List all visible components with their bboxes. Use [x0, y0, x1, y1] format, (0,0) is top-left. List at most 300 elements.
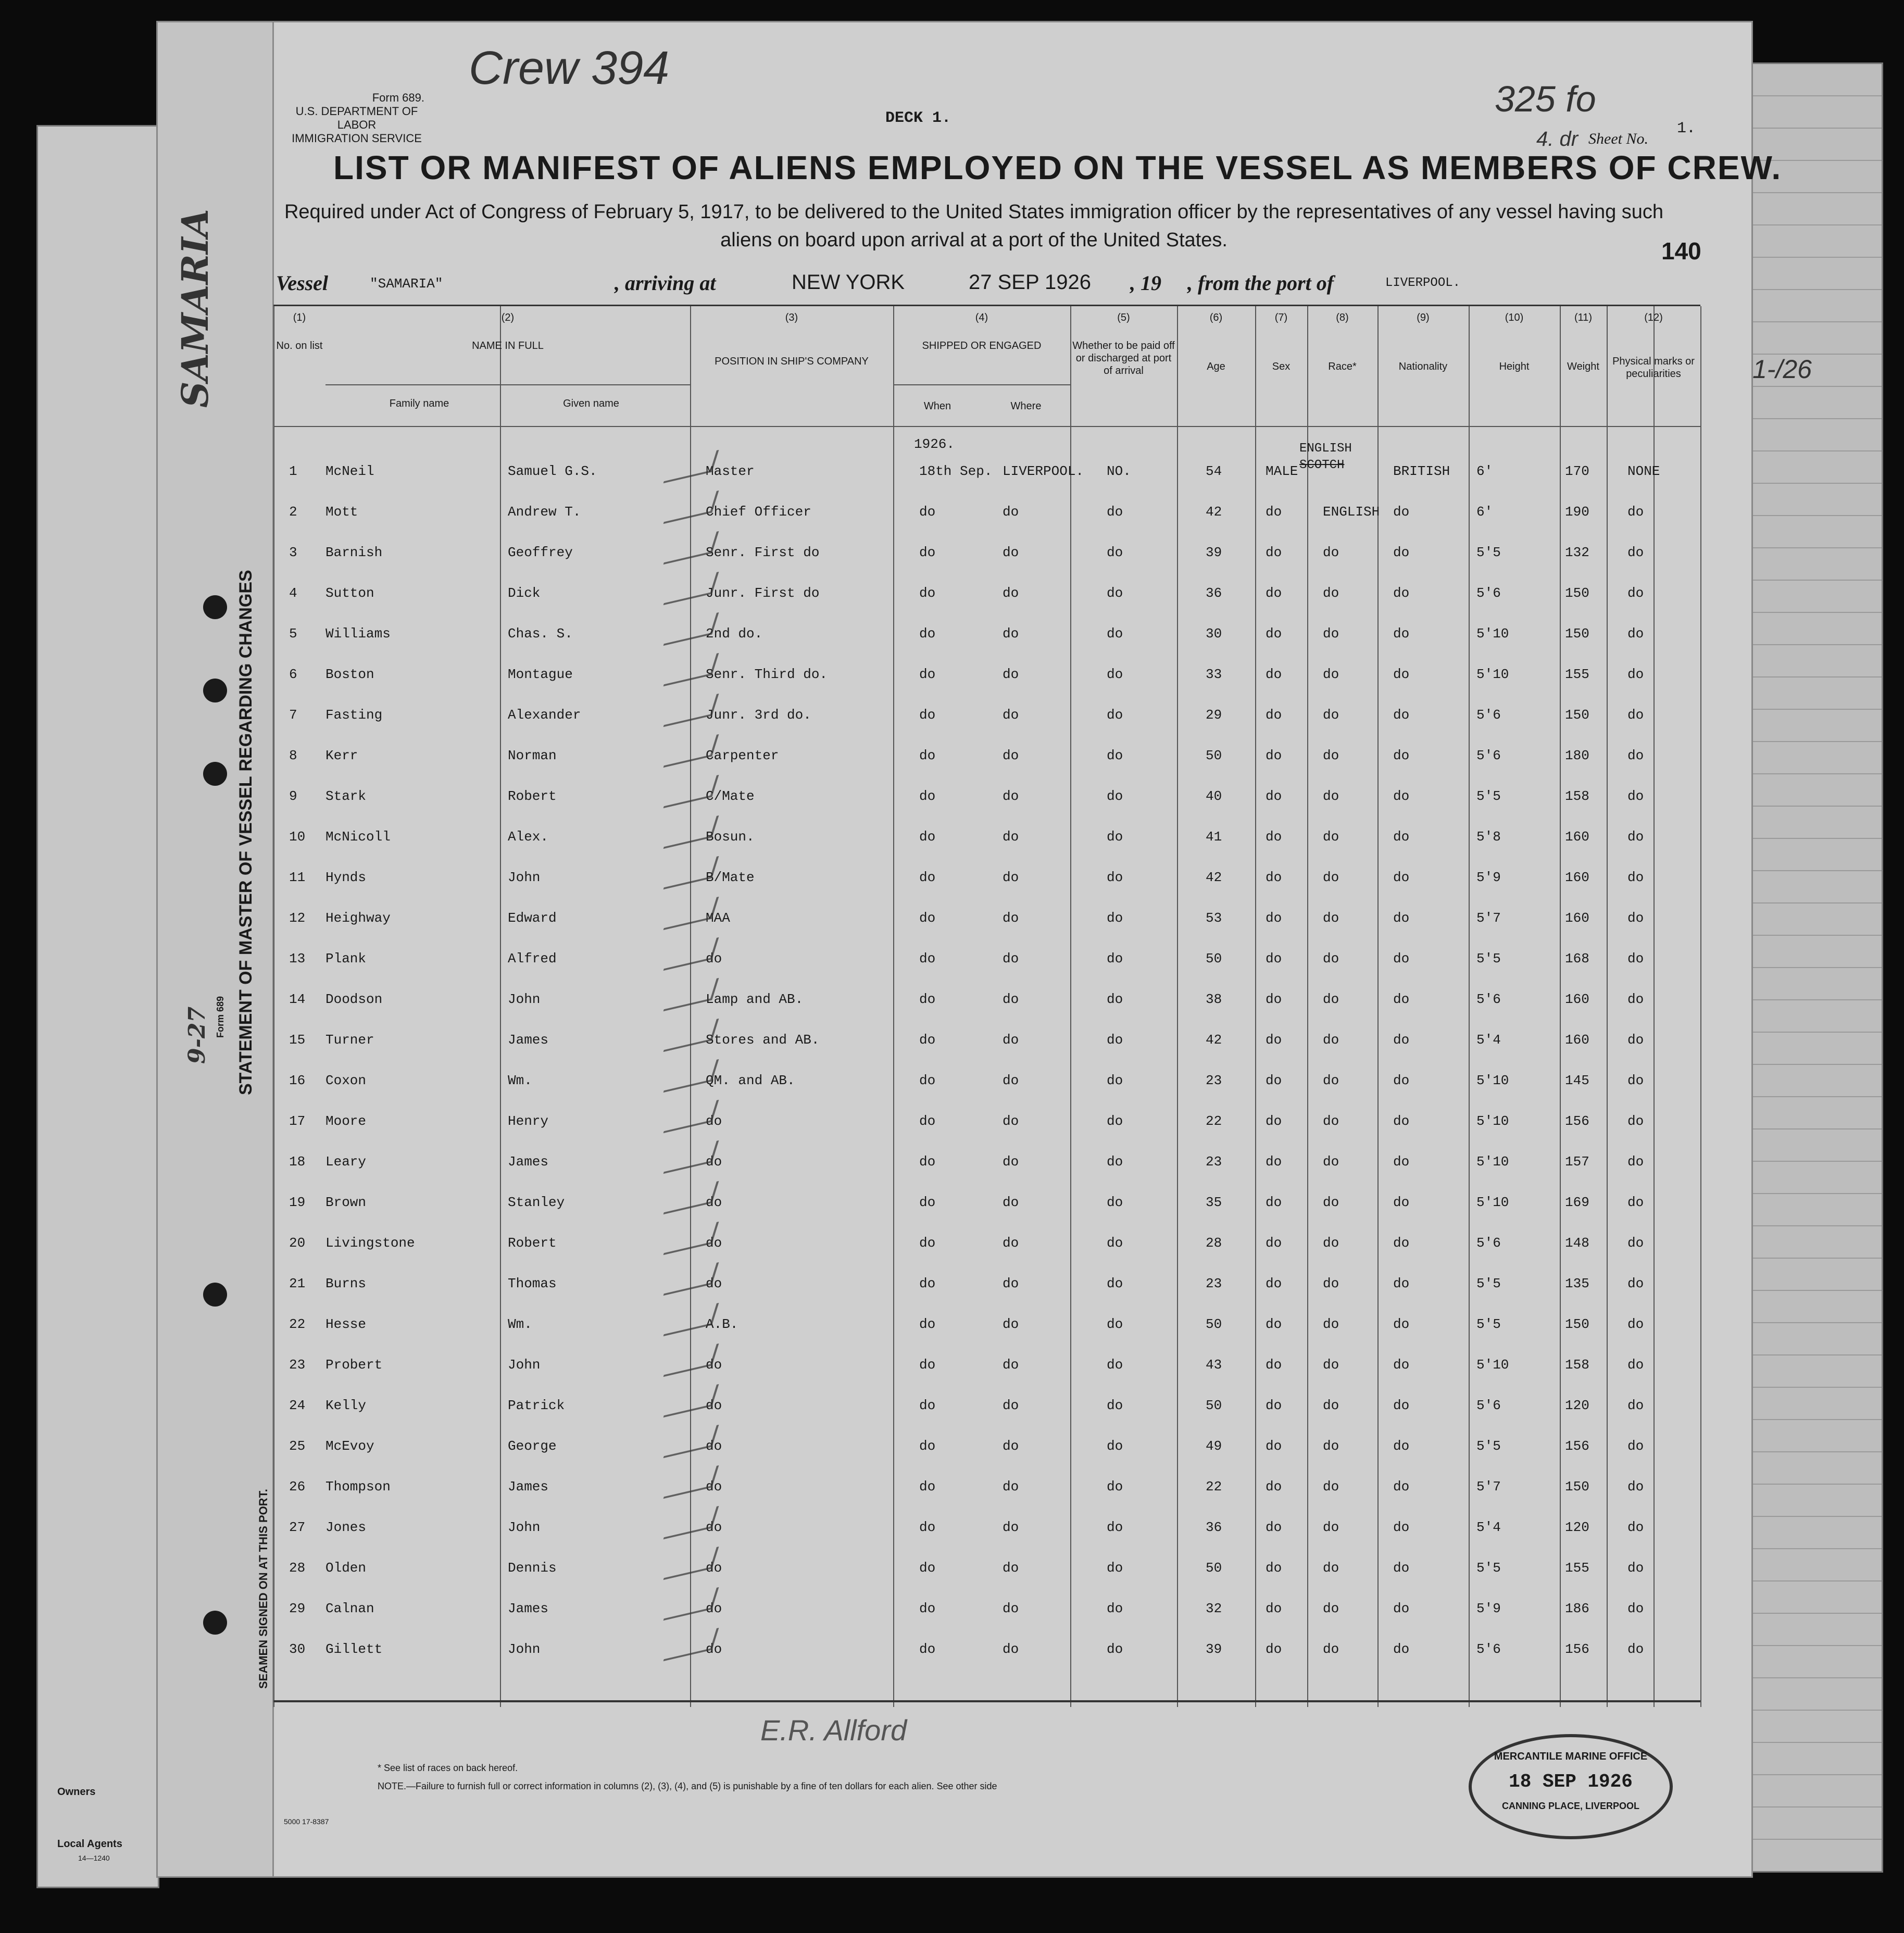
cell-age: 50 — [1206, 951, 1222, 967]
cell-nationality: do — [1393, 1357, 1410, 1373]
cell-age: 30 — [1206, 626, 1222, 642]
table-row — [273, 452, 1700, 493]
cell-shipped-where: do — [1003, 504, 1019, 520]
table-row — [273, 1508, 1700, 1549]
cell-shipped-when: do — [919, 1032, 936, 1048]
cell-age: 50 — [1206, 748, 1222, 763]
cell-shipped-when: do — [919, 870, 936, 885]
cell-physical-marks: do — [1627, 1032, 1644, 1048]
cell-sex: do — [1266, 1479, 1282, 1495]
cell-weight: 150 — [1565, 1479, 1589, 1495]
table-row — [273, 1264, 1700, 1305]
cell-weight: 158 — [1565, 788, 1589, 804]
cell-paid-off: do — [1107, 1073, 1123, 1088]
cell-position: Junr. First do — [706, 585, 820, 601]
cell-nationality: do — [1393, 626, 1410, 642]
cell-physical-marks: do — [1627, 829, 1644, 845]
col-1-header: (1) No. on list — [276, 312, 323, 352]
cell-family-name: Stark — [325, 788, 367, 804]
cell-paid-off: do — [1107, 545, 1123, 560]
cell-height: 5'6 — [1476, 1235, 1501, 1251]
cell-position: do — [706, 1357, 722, 1373]
cell-position: do — [706, 951, 722, 967]
cell-sex: do — [1266, 626, 1282, 642]
cell-shipped-when: do — [919, 788, 936, 804]
cell-shipped-where: do — [1003, 1520, 1019, 1535]
cell-race: do — [1323, 991, 1339, 1007]
cell-paid-off: do — [1107, 1601, 1123, 1616]
cell-nationality: do — [1393, 1316, 1410, 1332]
form-subtitle: Required under Act of Congress of February 5, 1917, to be delivered to the United States immigration officer by the representatives of any vessel having such aliens on board upon arrival at a port of the United States. — [284, 201, 1664, 251]
cell-height: 5'4 — [1476, 1520, 1501, 1535]
cell-shipped-where: do — [1003, 1195, 1019, 1210]
cell-given-name: James — [508, 1154, 549, 1170]
cell-nationality: BRITISH — [1393, 463, 1450, 479]
cell-physical-marks: do — [1627, 667, 1644, 682]
table-row — [273, 777, 1700, 818]
cell-physical-marks: do — [1627, 991, 1644, 1007]
cell-shipped-when: do — [919, 951, 936, 967]
col-12-header: (12) Physical marks or peculiarities — [1612, 312, 1695, 380]
cell-height: 5'5 — [1476, 951, 1501, 967]
cell-nationality: do — [1393, 748, 1410, 763]
cell-age: 43 — [1206, 1357, 1222, 1373]
deck-label: DECK 1. — [885, 109, 951, 127]
cell-family-name: Williams — [325, 626, 391, 642]
cell-age: 42 — [1206, 870, 1222, 885]
cell-shipped-where: do — [1003, 667, 1019, 682]
cell-position: 2nd do. — [706, 626, 763, 642]
cell-given-name: John — [508, 1357, 541, 1373]
cell-position: Junr. 3rd do. — [706, 707, 811, 723]
race-english: ENGLISH — [1299, 442, 1352, 456]
cell-position: do — [706, 1113, 722, 1129]
cell-age: 49 — [1206, 1438, 1222, 1454]
vessel-name: "SAMARIA" — [370, 276, 443, 292]
cell-shipped-when: do — [919, 829, 936, 845]
cell-nationality: do — [1393, 707, 1410, 723]
cell-row-number: 13 — [289, 951, 306, 967]
cell-height: 5'5 — [1476, 545, 1501, 560]
cell-age: 50 — [1206, 1316, 1222, 1332]
cell-sex: do — [1266, 1601, 1282, 1616]
table-row — [273, 736, 1700, 777]
cell-age: 22 — [1206, 1479, 1222, 1495]
cell-weight: 190 — [1565, 504, 1589, 520]
cell-position: do — [706, 1154, 722, 1170]
cell-shipped-when: do — [919, 1316, 936, 1332]
cell-weight: 120 — [1565, 1398, 1589, 1413]
cell-row-number: 11 — [289, 870, 306, 885]
cell-sex: do — [1266, 1235, 1282, 1251]
cell-physical-marks: do — [1627, 1601, 1644, 1616]
cell-age: 42 — [1206, 1032, 1222, 1048]
cell-age: 22 — [1206, 1113, 1222, 1129]
cell-sex: do — [1266, 585, 1282, 601]
stamp-date: 18 SEP 1926 — [1509, 1771, 1633, 1792]
cell-weight: 150 — [1565, 1316, 1589, 1332]
top-mid-note: 4. dr — [1536, 128, 1579, 150]
cell-race: do — [1323, 1113, 1339, 1129]
cell-sex: do — [1266, 1357, 1282, 1373]
page-number: 140 — [1661, 237, 1701, 265]
cell-age: 39 — [1206, 1641, 1222, 1657]
cell-position: do — [706, 1398, 722, 1413]
cell-family-name: Heighway — [325, 910, 391, 926]
cell-shipped-when: 18th Sep. — [919, 463, 993, 479]
table-row — [273, 696, 1700, 736]
cell-weight: 170 — [1565, 463, 1589, 479]
cell-height: 5'6 — [1476, 1398, 1501, 1413]
cell-row-number: 26 — [289, 1479, 306, 1495]
cell-physical-marks: NONE — [1627, 463, 1660, 479]
cell-nationality: do — [1393, 1641, 1410, 1657]
cell-shipped-where: do — [1003, 748, 1019, 763]
cell-nationality: do — [1393, 1438, 1410, 1454]
cell-given-name: Montague — [508, 667, 573, 682]
cell-paid-off: do — [1107, 667, 1123, 682]
cell-height: 5'10 — [1476, 1113, 1509, 1129]
cell-nationality: do — [1393, 1560, 1410, 1576]
cell-shipped-when: do — [919, 1073, 936, 1088]
table-row — [273, 1102, 1700, 1143]
cell-family-name: Coxon — [325, 1073, 367, 1088]
table-bottom-rule — [273, 1700, 1700, 1702]
cell-physical-marks: do — [1627, 870, 1644, 885]
cell-height: 5'6 — [1476, 748, 1501, 763]
cell-sex: do — [1266, 1438, 1282, 1454]
cell-paid-off: do — [1107, 829, 1123, 845]
cell-weight: 150 — [1565, 707, 1589, 723]
cell-paid-off: do — [1107, 1113, 1123, 1129]
cell-height: 5'10 — [1476, 667, 1509, 682]
cell-height: 5'10 — [1476, 1073, 1509, 1088]
cell-age: 54 — [1206, 463, 1222, 479]
cell-physical-marks: do — [1627, 951, 1644, 967]
cell-physical-marks: do — [1627, 1235, 1644, 1251]
cell-family-name: Olden — [325, 1560, 367, 1576]
cell-shipped-where: do — [1003, 870, 1019, 885]
table-row — [273, 614, 1700, 655]
cell-given-name: Chas. S. — [508, 626, 573, 642]
left-binding-strip — [158, 22, 274, 1876]
cell-given-name: Stanley — [508, 1195, 565, 1210]
cell-paid-off: NO. — [1107, 463, 1131, 479]
arriving-label: , arriving at — [615, 271, 716, 295]
table-row — [273, 1021, 1700, 1061]
sheet-number: 1. — [1677, 120, 1696, 137]
cell-position: do — [706, 1601, 722, 1616]
cell-family-name: Moore — [325, 1113, 367, 1129]
cell-given-name: Alfred — [508, 951, 557, 967]
cell-given-name: Robert — [508, 788, 557, 804]
cell-shipped-where: do — [1003, 1438, 1019, 1454]
cell-shipped-when: do — [919, 504, 936, 520]
table-row — [273, 1386, 1700, 1427]
table-row — [273, 1427, 1700, 1467]
cell-row-number: 18 — [289, 1154, 306, 1170]
year-entry: 1926. — [914, 436, 955, 452]
cell-shipped-where: do — [1003, 991, 1019, 1007]
cell-physical-marks: do — [1627, 910, 1644, 926]
mercantile-marine-stamp — [1469, 1734, 1673, 1839]
cell-physical-marks: do — [1627, 748, 1644, 763]
cell-age: 36 — [1206, 585, 1222, 601]
cell-position: C/Mate — [706, 788, 755, 804]
cell-age: 53 — [1206, 910, 1222, 926]
cell-shipped-where: do — [1003, 1276, 1019, 1291]
cell-given-name: James — [508, 1601, 549, 1616]
cell-height: 5'5 — [1476, 788, 1501, 804]
cell-age: 41 — [1206, 829, 1222, 845]
cell-shipped-where: do — [1003, 545, 1019, 560]
form-title: LIST OR MANIFEST OF ALIENS EMPLOYED ON THE VESSEL AS MEMBERS OF CREW. — [333, 149, 1782, 186]
cell-nationality: do — [1393, 1073, 1410, 1088]
cell-nationality: do — [1393, 829, 1410, 845]
arriving-port: NEW YORK — [792, 271, 905, 294]
cell-paid-off: do — [1107, 788, 1123, 804]
col-11-header: (11) Weight — [1567, 312, 1599, 372]
cell-row-number: 12 — [289, 910, 306, 926]
cell-shipped-where: do — [1003, 1479, 1019, 1495]
crew-table — [273, 305, 1700, 1707]
table-row — [273, 1183, 1700, 1224]
cell-weight: 145 — [1565, 1073, 1589, 1088]
cell-shipped-where: do — [1003, 1316, 1019, 1332]
cell-shipped-where: do — [1003, 1154, 1019, 1170]
cell-weight: 168 — [1565, 951, 1589, 967]
cell-given-name: Samuel G.S. — [508, 463, 597, 479]
cell-sex: do — [1266, 1316, 1282, 1332]
signature: E.R. Allford — [760, 1714, 907, 1747]
cell-height: 5'8 — [1476, 829, 1501, 845]
cell-shipped-when: do — [919, 1601, 936, 1616]
cell-row-number: 22 — [289, 1316, 306, 1332]
form-number: Form 689. — [372, 91, 424, 104]
cell-physical-marks: do — [1627, 504, 1644, 520]
cell-race: do — [1323, 1154, 1339, 1170]
cell-height: 5'7 — [1476, 910, 1501, 926]
cell-weight: 155 — [1565, 667, 1589, 682]
cell-shipped-when: do — [919, 1641, 936, 1657]
cell-height: 5'5 — [1476, 1316, 1501, 1332]
cell-age: 23 — [1206, 1276, 1222, 1291]
cell-nationality: do — [1393, 1154, 1410, 1170]
cell-shipped-where: do — [1003, 585, 1019, 601]
cell-shipped-when: do — [919, 910, 936, 926]
cell-shipped-where: do — [1003, 788, 1019, 804]
cell-paid-off: do — [1107, 1032, 1123, 1048]
cell-shipped-where: do — [1003, 1235, 1019, 1251]
cell-row-number: 27 — [289, 1520, 306, 1535]
col-2-family: Family name — [389, 398, 449, 409]
cell-paid-off: do — [1107, 1641, 1123, 1657]
cell-given-name: John — [508, 870, 541, 885]
cell-nationality: do — [1393, 1195, 1410, 1210]
cell-physical-marks: do — [1627, 1560, 1644, 1576]
cell-paid-off: do — [1107, 1316, 1123, 1332]
cell-row-number: 14 — [289, 991, 306, 1007]
cell-row-number: 7 — [289, 707, 297, 723]
cell-row-number: 4 — [289, 585, 297, 601]
cell-shipped-when: do — [919, 585, 936, 601]
cell-height: 5'6 — [1476, 991, 1501, 1007]
cell-race: do — [1323, 667, 1339, 682]
cell-family-name: Turner — [325, 1032, 374, 1048]
cell-paid-off: do — [1107, 1479, 1123, 1495]
cell-nationality: do — [1393, 870, 1410, 885]
cell-shipped-where: LIVERPOOL. — [1003, 463, 1084, 479]
cell-position: Carpenter — [706, 748, 779, 763]
table-row — [273, 858, 1700, 899]
table-row — [273, 533, 1700, 574]
cell-height: 5'10 — [1476, 626, 1509, 642]
cell-shipped-when: do — [919, 991, 936, 1007]
cell-family-name: Jones — [325, 1520, 367, 1535]
cell-physical-marks: do — [1627, 626, 1644, 642]
cell-nationality: do — [1393, 1479, 1410, 1495]
cell-race: do — [1323, 1438, 1339, 1454]
cell-given-name: James — [508, 1032, 549, 1048]
cell-nationality: do — [1393, 788, 1410, 804]
cell-sex: do — [1266, 1032, 1282, 1048]
cell-paid-off: do — [1107, 1276, 1123, 1291]
cell-sex: do — [1266, 829, 1282, 845]
cell-height: 5'4 — [1476, 1032, 1501, 1048]
table-row — [273, 899, 1700, 939]
cell-height: 5'5 — [1476, 1560, 1501, 1576]
table-row — [273, 1630, 1700, 1671]
table-row — [273, 493, 1700, 533]
cell-given-name: Alex. — [508, 829, 549, 845]
cell-sex: do — [1266, 788, 1282, 804]
cell-shipped-where: do — [1003, 951, 1019, 967]
cell-nationality: do — [1393, 1032, 1410, 1048]
table-row — [273, 1346, 1700, 1386]
cell-race: do — [1323, 585, 1339, 601]
cell-shipped-when: do — [919, 1438, 936, 1454]
cell-sex: do — [1266, 910, 1282, 926]
cell-given-name: George — [508, 1438, 557, 1454]
cell-given-name: Wm. — [508, 1316, 532, 1332]
cell-age: 33 — [1206, 667, 1222, 682]
right-margin-note: 1-/26 — [1752, 355, 1812, 384]
cell-weight: 155 — [1565, 1560, 1589, 1576]
cell-sex: do — [1266, 1113, 1282, 1129]
cell-given-name: Dennis — [508, 1560, 557, 1576]
cell-shipped-where: do — [1003, 1357, 1019, 1373]
left-seamen-vertical: SEAMEN SIGNED ON AT THIS PORT. — [257, 1489, 270, 1689]
cell-given-name: Wm. — [508, 1073, 532, 1088]
cell-weight: 160 — [1565, 870, 1589, 885]
col-3-header: (3) POSITION IN SHIP'S COMPANY — [715, 312, 869, 367]
cell-age: 38 — [1206, 991, 1222, 1007]
cell-position: B/Mate — [706, 870, 755, 885]
cell-physical-marks: do — [1627, 1641, 1644, 1657]
cell-position: Lamp and AB. — [706, 991, 804, 1007]
cell-family-name: Probert — [325, 1357, 383, 1373]
col-2-given: Given name — [563, 398, 619, 409]
punch-hole — [203, 762, 227, 786]
cell-shipped-where: do — [1003, 707, 1019, 723]
cell-race: do — [1323, 1357, 1339, 1373]
back-sheet — [36, 125, 159, 1888]
cell-physical-marks: do — [1627, 1113, 1644, 1129]
cell-position: do — [706, 1235, 722, 1251]
cell-nationality: do — [1393, 1113, 1410, 1129]
cell-family-name: Thompson — [325, 1479, 391, 1495]
cell-nationality: do — [1393, 1520, 1410, 1535]
table-row — [273, 655, 1700, 696]
cell-height: 6' — [1476, 504, 1493, 520]
cell-shipped-where: do — [1003, 1113, 1019, 1129]
cell-paid-off: do — [1107, 1520, 1123, 1535]
cell-height: 5'10 — [1476, 1357, 1509, 1373]
cell-row-number: 29 — [289, 1601, 306, 1616]
cell-family-name: Boston — [325, 667, 374, 682]
cell-position: QM. and AB. — [706, 1073, 795, 1088]
table-row — [273, 1549, 1700, 1589]
table-row — [273, 1061, 1700, 1102]
cell-weight: 160 — [1565, 991, 1589, 1007]
table-row — [273, 1224, 1700, 1264]
cell-height: 5'5 — [1476, 1276, 1501, 1291]
cell-race: do — [1323, 1316, 1339, 1332]
col-10-header: (10) Height — [1499, 312, 1530, 372]
left-statement-vertical: STATEMENT OF MASTER OF VESSEL REGARDING CHANGES — [236, 570, 256, 1095]
cell-sex: MALE — [1266, 463, 1298, 479]
cell-race: do — [1323, 829, 1339, 845]
punch-hole — [203, 679, 227, 702]
cell-nationality: do — [1393, 1235, 1410, 1251]
hand-date-vertical: 9-27 — [184, 1006, 210, 1064]
cell-weight: 160 — [1565, 1032, 1589, 1048]
top-right-note: 325 fo — [1495, 79, 1596, 119]
cell-weight: 135 — [1565, 1276, 1589, 1291]
cell-nationality: do — [1393, 991, 1410, 1007]
table-row — [273, 980, 1700, 1021]
cell-row-number: 23 — [289, 1357, 306, 1373]
cell-shipped-where: do — [1003, 1641, 1019, 1657]
punch-hole — [203, 595, 227, 619]
cell-nationality: do — [1393, 1398, 1410, 1413]
cell-age: 50 — [1206, 1398, 1222, 1413]
table-row — [273, 1589, 1700, 1630]
cell-paid-off: do — [1107, 870, 1123, 885]
cell-position: do — [706, 1276, 722, 1291]
cell-sex: do — [1266, 951, 1282, 967]
cell-race: do — [1323, 545, 1339, 560]
cell-row-number: 6 — [289, 667, 297, 682]
cell-position: A.B. — [706, 1316, 738, 1332]
cell-sex: do — [1266, 991, 1282, 1007]
cell-paid-off: do — [1107, 951, 1123, 967]
cell-row-number: 28 — [289, 1560, 306, 1576]
cell-weight: 169 — [1565, 1195, 1589, 1210]
cell-height: 5'9 — [1476, 870, 1501, 885]
cell-row-number: 17 — [289, 1113, 306, 1129]
col-5-header: (5) Whether to be paid off or discharged at port of arrival — [1072, 312, 1175, 376]
cell-weight: 148 — [1565, 1235, 1589, 1251]
punch-hole — [203, 1611, 227, 1635]
cell-height: 5'6 — [1476, 585, 1501, 601]
cell-height: 5'6 — [1476, 707, 1501, 723]
cell-shipped-when: do — [919, 1520, 936, 1535]
vessel-name-vertical: SAMARIA — [173, 209, 217, 408]
cell-age: 23 — [1206, 1073, 1222, 1088]
cell-nationality: do — [1393, 910, 1410, 926]
cell-race: ENGLISH — [1323, 504, 1380, 520]
